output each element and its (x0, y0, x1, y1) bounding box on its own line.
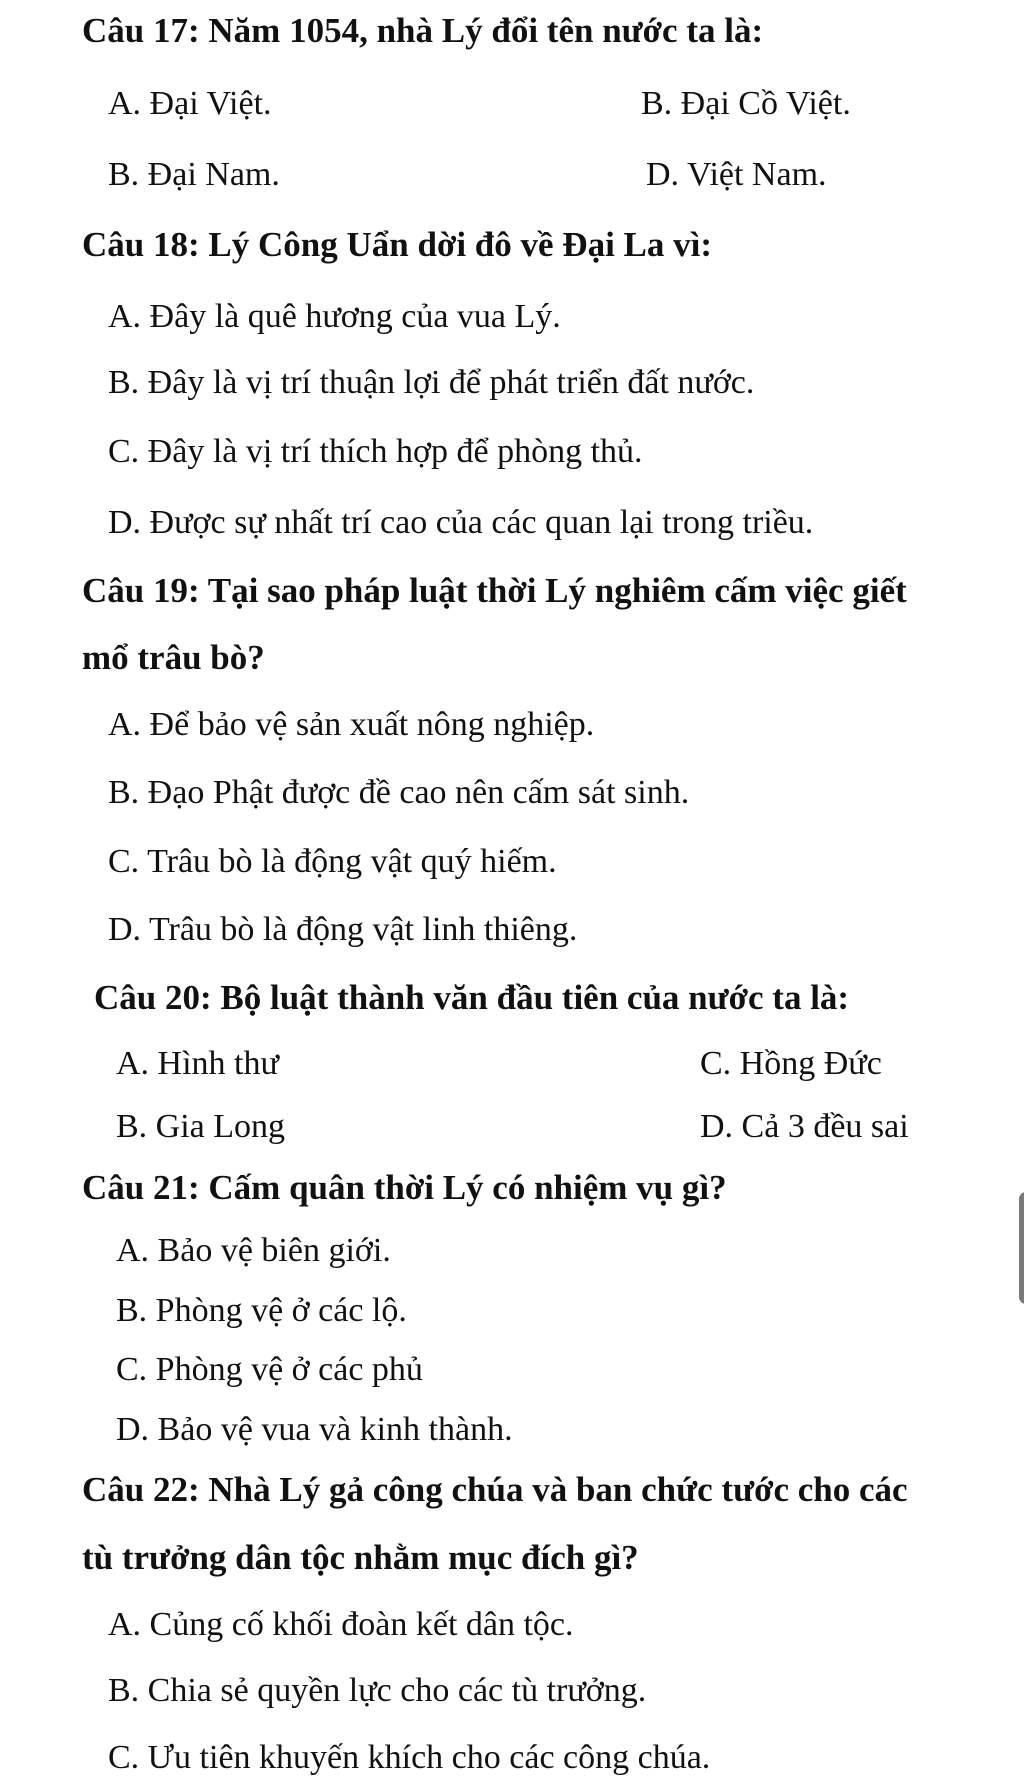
question-21-option: D. Bảo vệ vua và kinh thành. (116, 1411, 513, 1448)
question-19-title-line-2: mổ trâu bò? (82, 638, 265, 677)
question-21-title: Câu 21: Cấm quân thời Lý có nhiệm vụ gì? (82, 1168, 727, 1207)
question-19-option: A. Để bảo vệ sản xuất nông nghiệp. (108, 706, 595, 743)
question-18-title: Câu 18: Lý Công Uẩn dời đô về Đại La vì: (82, 225, 713, 264)
question-21-option: B. Phòng vệ ở các lộ. (116, 1292, 407, 1329)
question-19-title-line-1: Câu 19: Tại sao pháp luật thời Lý nghiêm cấm việc giết (82, 571, 907, 610)
question-21-option: A. Bảo vệ biên giới. (116, 1232, 391, 1269)
question-17-option: D. Việt Nam. (646, 156, 827, 193)
question-20-option: B. Gia Long (116, 1108, 286, 1145)
question-20-option: A. Hình thư (116, 1045, 279, 1082)
question-18-option: B. Đây là vị trí thuận lợi để phát triển đất nước. (108, 364, 755, 401)
question-18-option: A. Đây là quê hương của vua Lý. (108, 298, 561, 335)
question-18-option: C. Đây là vị trí thích hợp để phòng thủ. (108, 433, 643, 470)
question-17-option: A. Đại Việt. (108, 85, 272, 122)
scroll-handle[interactable] (1019, 1192, 1024, 1304)
question-17-title: Câu 17: Năm 1054, nhà Lý đổi tên nước ta là: (82, 11, 764, 50)
question-22-option: B. Chia sẻ quyền lực cho các tù trưởng. (108, 1672, 647, 1709)
question-20-option: C. Hồng Đức (700, 1045, 882, 1082)
question-20-option: D. Cả 3 đều sai (700, 1108, 909, 1145)
question-18-option: D. Được sự nhất trí cao của các quan lại trong triều. (108, 504, 814, 541)
question-20-title: Câu 20: Bộ luật thành văn đầu tiên của nước ta là: (94, 978, 850, 1017)
question-22-option: C. Ưu tiên khuyến khích cho các công chúa. (108, 1739, 711, 1776)
question-19-option: B. Đạo Phật được đề cao nên cấm sát sinh. (108, 774, 690, 811)
question-19-option: D. Trâu bò là động vật linh thiêng. (108, 911, 578, 948)
question-22-title-line-1: Câu 22: Nhà Lý gả công chúa và ban chức tước cho các (82, 1470, 908, 1509)
question-22-option: A. Củng cố khối đoàn kết dân tộc. (108, 1606, 574, 1643)
question-22-title-line-2: tù trưởng dân tộc nhằm mục đích gì? (82, 1538, 639, 1577)
question-19-option: C. Trâu bò là động vật quý hiếm. (108, 843, 557, 880)
question-17-option: B. Đại Cồ Việt. (641, 85, 851, 122)
question-17-option: B. Đại Nam. (108, 156, 280, 193)
question-21-option: C. Phòng vệ ở các phủ (116, 1351, 423, 1388)
